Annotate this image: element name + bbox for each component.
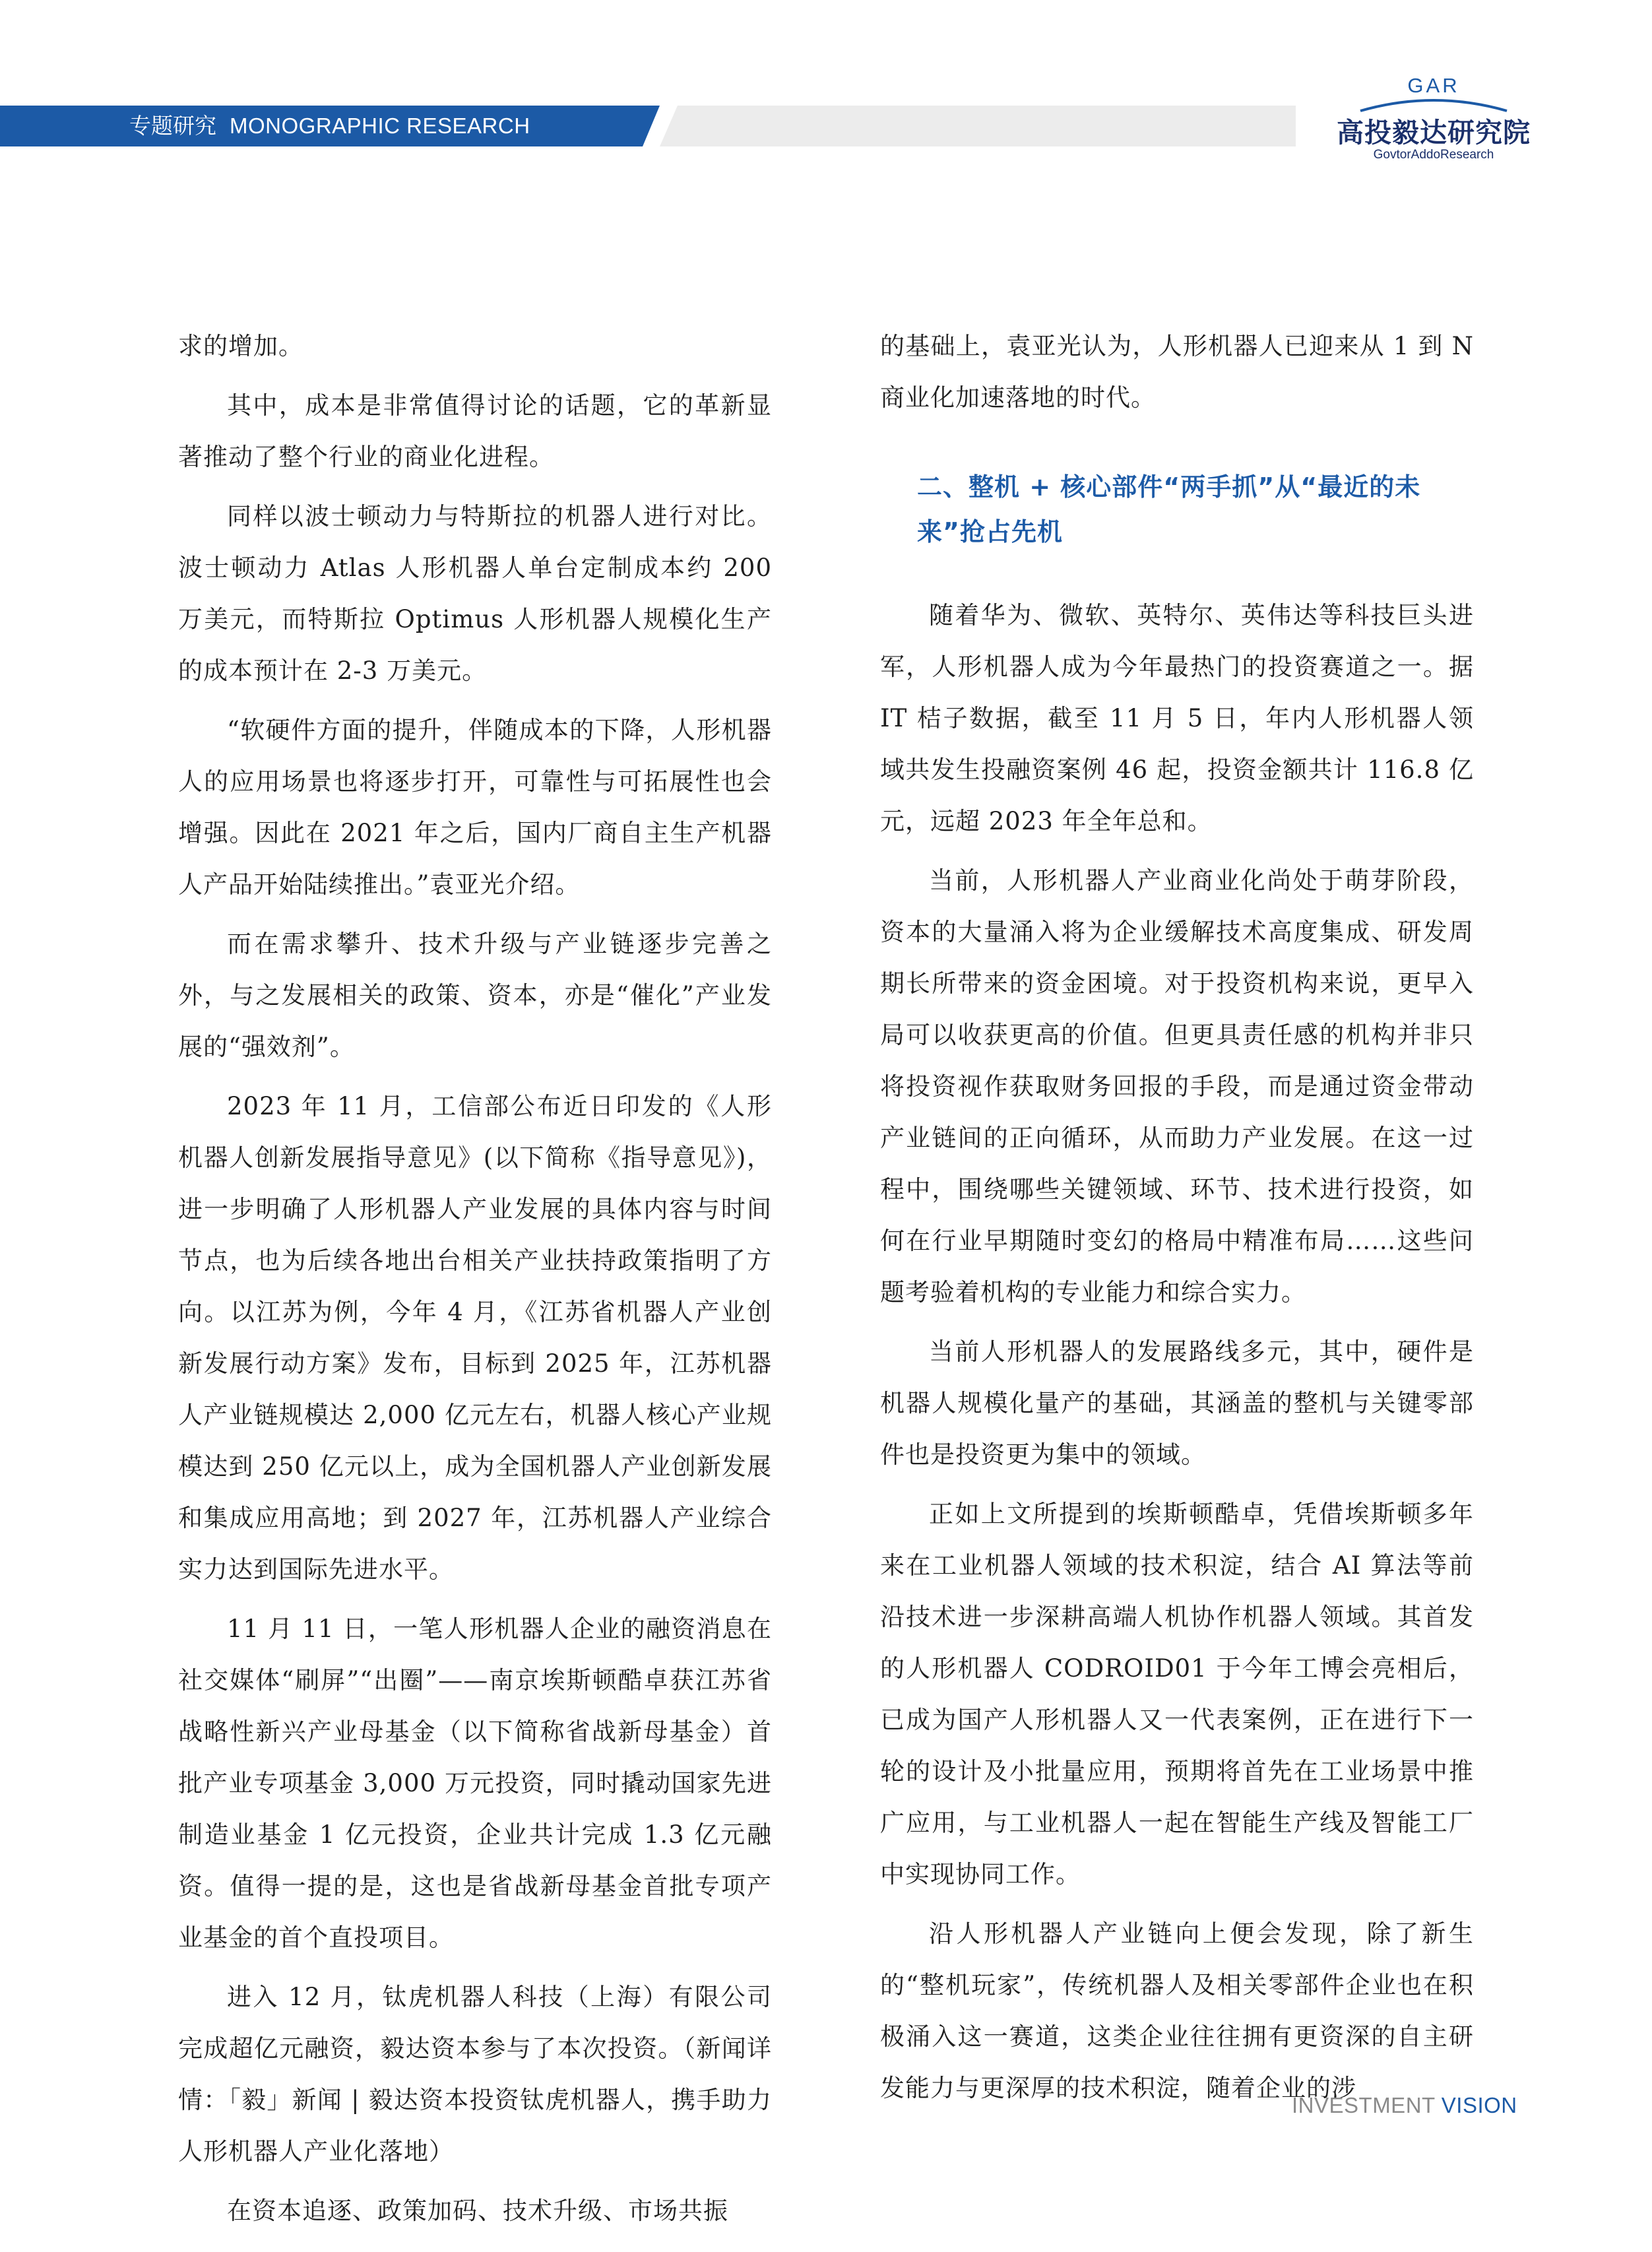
paragraph: 求的增加。 xyxy=(178,332,303,360)
paragraph: 当前，人形机器人产业商业化尚处于萌芽阶段，资本的大量涌入将为企业缓解技术高度集成、研发周期长所带来的资金困境。对于投资机构来说，更早入局可以收获更高的价值。但更具责任感的机构并非只将投资视作获取财务回报的手段，而是通过资金带动产业链间的正向循环，从而助力产业发展。在这一过程中，围绕哪些关键领域、环节、技术进行投资，如何在行业早期随时变幻的格局中精准布局……这些问题考验着机构的专业能力和综合实力。 xyxy=(880,866,1474,1306)
paragraph: 2023 年 11 月，工信部公布近日印发的《人形机器人创新发展指导意见》(以下简称《指导意见》)，进一步明确了人形机器人产业发展的具体内容与时间节点，也为后续各地出台相关产业扶持政策指明了方向。以江苏为例，今年 4 月，《江苏省机器人产业创新发展行动方案》发布，目标到 2025 年，江苏机器人产业链规模达 2,000 亿元左右，机器人核心产业规模达到 250 亿元以上，成为全国机器人产业创新发展和集成应用高地；到 2027 年，江苏机器人产业综合实力达到国际先进水平。 xyxy=(178,1092,772,1584)
section-title xyxy=(129,106,530,146)
paragraph: “软硬件方面的提升，伴随成本的下降，人形机器人的应用场景也将逐步打开，可靠性与可拓展性也会增强。因此在 2021 年之后，国内厂商自主生产机器人产品开始陆续推出。”袁亚光介绍。 xyxy=(178,716,772,899)
left-column xyxy=(178,321,772,2245)
paragraph: 正如上文所提到的埃斯顿酷卓，凭借埃斯顿多年来在工业机器人领域的技术积淀，结合 AI 算法等前沿技术进一步深耕高端人机协作机器人领域。其首发的人形机器人 CODROID01 于今年工博会亮相后，已成为国产人形机器人又一代表案例，正在进行下一轮的设计及小批量应用，预期将首先在工业场景中推广应用，与工业机器人一起在智能生产线及智能工厂中实现协同工作。 xyxy=(880,1500,1474,1888)
paragraph: 11 月 11 日，一笔人形机器人企业的融资消息在社交媒体“刷屏”“出圈”——南京埃斯顿酷卓获江苏省战略性新兴产业母基金（以下简称省战新母基金）首批产业专项基金 3,000 万元投资，同时撬动国家先进制造业基金 1 亿元投资，企业共计完成 1.3 亿元融资。值得一提的是，这也是省战新母基金首批专项产业基金的首个直投项目。 xyxy=(178,1615,772,1952)
paragraph: 而在需求攀升、技术升级与产业链逐步完善之外，与之发展相关的政策、资本，亦是“催化”产业发展的“强效剂”。 xyxy=(178,930,772,1061)
paragraph: 其中，成本是非常值得讨论的话题，它的革新显著推动了整个行业的商业化进程。 xyxy=(178,391,772,471)
footer-brand xyxy=(1292,2093,1517,2118)
section-title-cn: 专题研究 xyxy=(129,113,216,138)
paragraph: 沿人形机器人产业链向上便会发现，除了新生的“整机玩家”，传统机器人及相关零部件企业也在积极涌入这一赛道，这类企业往往拥有更资深的自主研发能力与更深厚的技术积淀，随着企业的涉 xyxy=(880,1919,1474,2102)
header-band-gray xyxy=(660,106,1296,146)
paragraph: 的基础上，袁亚光认为，人形机器人已迎来从 1 到 N 商业化加速落地的时代。 xyxy=(880,332,1474,412)
section-title-en: MONOGRAPHIC RESEARCH xyxy=(230,113,530,138)
logo-name-cn: 高投毅达研究院 xyxy=(1337,117,1531,148)
paragraph: 随着华为、微软、英特尔、英伟达等科技巨头进军，人形机器人成为今年最热门的投资赛道之一。据 IT 桔子数据，截至 11 月 5 日，年内人形机器人领域共发生投融资案例 46 起，投资金额共计 116.8 亿元，远超 2023 年全年总和。 xyxy=(880,601,1474,835)
section-heading: 二、整机 + 核心部件“两手抓”从“最近的未来”抢占先机 xyxy=(917,472,1421,546)
logo-abbr: GAR xyxy=(1407,74,1460,97)
paragraph: 在资本追逐、政策加码、技术升级、市场共振 xyxy=(227,2197,728,2225)
paragraph: 进入 12 月，钛虎机器人科技（上海）有限公司完成超亿元融资，毅达资本参与了本次投资。（新闻详情：「毅」新闻 | 毅达资本投资钛虎机器人，携手助力人形机器人产业化落地） xyxy=(178,1983,772,2166)
footer-label-strong: VISION xyxy=(1441,2093,1517,2117)
gar-logo xyxy=(1325,74,1542,166)
logo-name-en: GovtorAddoResearch xyxy=(1373,148,1494,162)
footer-label: INVESTMENT xyxy=(1292,2093,1436,2117)
paragraph: 当前人形机器人的发展路线多元，其中，硬件是机器人规模化量产的基础，其涵盖的整机与关键零部件也是投资更为集中的领域。 xyxy=(880,1337,1474,1469)
paragraph: 同样以波士顿动力与特斯拉的机器人进行对比。波士顿动力 Atlas 人形机器人单台定制成本约 200 万美元，而特斯拉 Optimus 人形机器人规模化生产的成本预计在 2-3 万美元。 xyxy=(178,502,772,685)
right-column xyxy=(880,321,1474,2122)
